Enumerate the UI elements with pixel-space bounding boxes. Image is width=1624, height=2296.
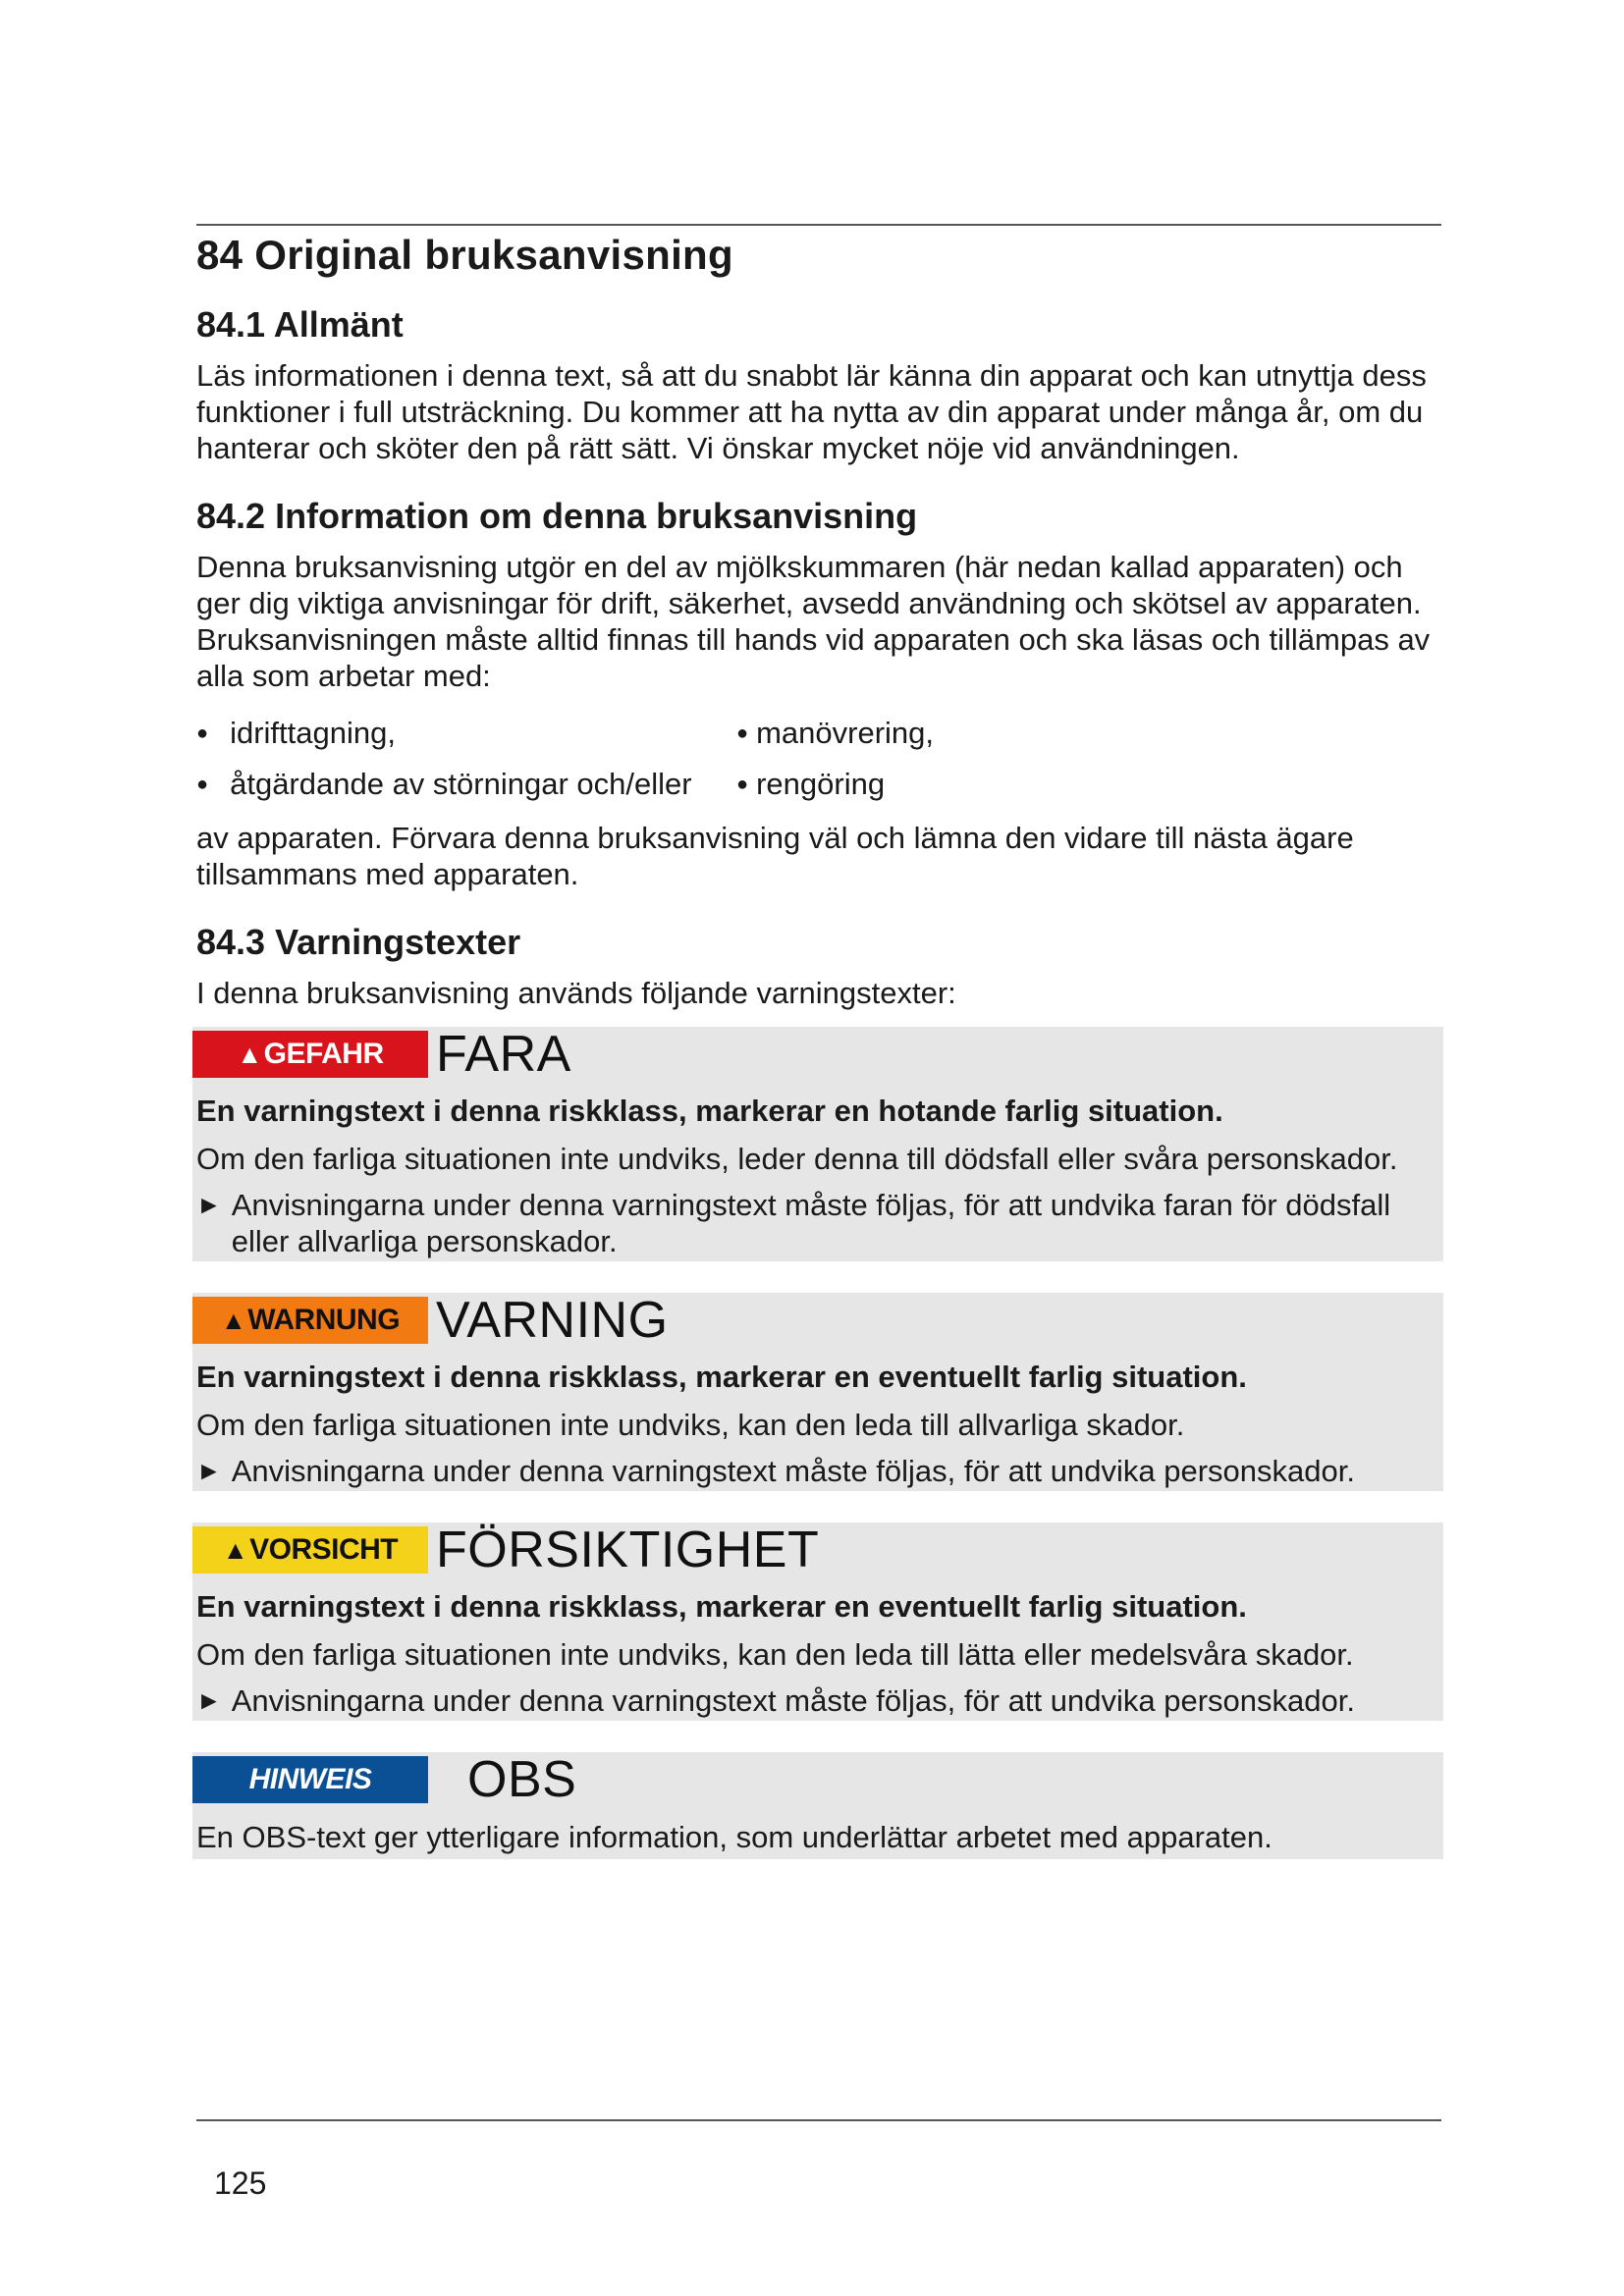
warning-summary: En varningstext i denna riskklass, markerar en eventuellt farlig situation. [196, 1360, 1247, 1394]
arrow-right-icon: ► [196, 1685, 222, 1715]
section-manual-info [196, 496, 1441, 892]
section-title-general: 84.1 Allmänt [196, 304, 404, 345]
section-title-warnings: 84.3 Varningstexter [196, 922, 521, 962]
top-rule [196, 224, 1441, 226]
bottom-rule [196, 2119, 1441, 2121]
list-item: ● rengöring [736, 767, 886, 801]
notice-text: En OBS-text ger ytterligare information, som underlättar arbetet med apparaten. [196, 1820, 1272, 1854]
signal-word: OBS [467, 1751, 577, 1808]
section-intro-warnings: I denna bruksanvisning används följande varningstexter: [196, 976, 956, 1010]
bullet-icon: ● [736, 773, 749, 795]
page-content [196, 224, 1441, 1891]
section-outro-manual-info: av apparaten. Förvara denna bruksanvisning väl och lämna den vidare till nästa ägare tillsammans med apparaten. [196, 821, 1354, 891]
bullet-list [196, 716, 1441, 802]
section-text-manual-info: Denna bruksanvisning utgör en del av mjölkskummaren (här nedan kallad apparaten) och ger dig viktiga anvisningar för drift, säkerhet, avsedd användning och skötsel av apparaten. Bruksanvisningen måste alltid finnas till hands vid apparaten och ska läsas och tillämpas av alla som arbetar med: [196, 550, 1431, 693]
warning-instruction: ► Anvisningarna under denna varningstext måste följas, för att undvika personskador. [196, 1454, 1355, 1488]
chapter-title: 84 Original bruksanvisning [196, 232, 733, 278]
warning-box-danger [192, 1027, 1443, 1261]
bullet-icon: ● [196, 773, 209, 795]
arrow-right-icon: ► [196, 1190, 222, 1219]
caution-badge: ▲ VORSICHT [192, 1526, 428, 1574]
warning-consequence: Om den farliga situationen inte undviks, kan den leda till lätta eller medelsvåra skador. [196, 1637, 1354, 1672]
warning-summary: En varningstext i denna riskklass, markerar en eventuellt farlig situation. [196, 1589, 1247, 1624]
warning-triangle-icon: ▲ [220, 1305, 246, 1335]
section-warnings [196, 922, 1441, 1859]
section-text-general: Läs informationen i denna text, så att du snabbt lär känna din apparat och kan utnyttja dess funktioner i full utsträckning. Du kommer att ha nytta av din apparat under många år, om du hanterar och sköter den på rätt sätt. Vi önskar mycket nöje vid användningen. [196, 358, 1427, 465]
list-item: ● manövrering, [736, 716, 935, 750]
warning-summary: En varningstext i denna riskklass, markerar en hotande farlig situation. [196, 1094, 1223, 1128]
page-number: 125 [214, 2165, 267, 2201]
bullet-icon: ● [196, 721, 209, 744]
warning-box-warning [192, 1293, 1443, 1491]
signal-word: FÖRSIKTIGHET [436, 1522, 820, 1578]
list-item: ● åtgärdande av störningar och/eller [196, 767, 692, 801]
warning-consequence: Om den farliga situationen inte undviks, leder denna till dödsfall eller svåra personskador. [196, 1142, 1398, 1176]
warning-consequence: Om den farliga situationen inte undviks, kan den leda till allvarliga skador. [196, 1408, 1185, 1442]
warning-box-caution [192, 1522, 1443, 1721]
section-general [196, 304, 1441, 466]
signal-word: VARNING [436, 1292, 669, 1349]
warning-triangle-icon: ▲ [222, 1534, 248, 1565]
danger-badge: ▲ GEFAHR [192, 1031, 428, 1078]
section-title-manual-info: 84.2 Information om denna bruksanvisning [196, 496, 918, 536]
warning-badge: ▲ WARNUNG [192, 1297, 428, 1344]
warning-triangle-icon: ▲ [237, 1039, 262, 1069]
arrow-right-icon: ► [196, 1456, 222, 1485]
warning-instruction: ► Anvisningarna under denna varningstext måste följas, för att undvika personskador. [196, 1683, 1355, 1718]
bullet-icon: ● [736, 721, 749, 744]
list-item: ● idrifttagning, [196, 716, 396, 750]
signal-word: FARA [436, 1026, 571, 1083]
notice-badge: HINWEIS [192, 1756, 428, 1803]
warning-box-notice [192, 1752, 1443, 1859]
warning-instruction: ► Anvisningarna under denna varningstext måste följas, för att undvika faran för dödsfall eller allvarliga personskador. [196, 1188, 1391, 1258]
